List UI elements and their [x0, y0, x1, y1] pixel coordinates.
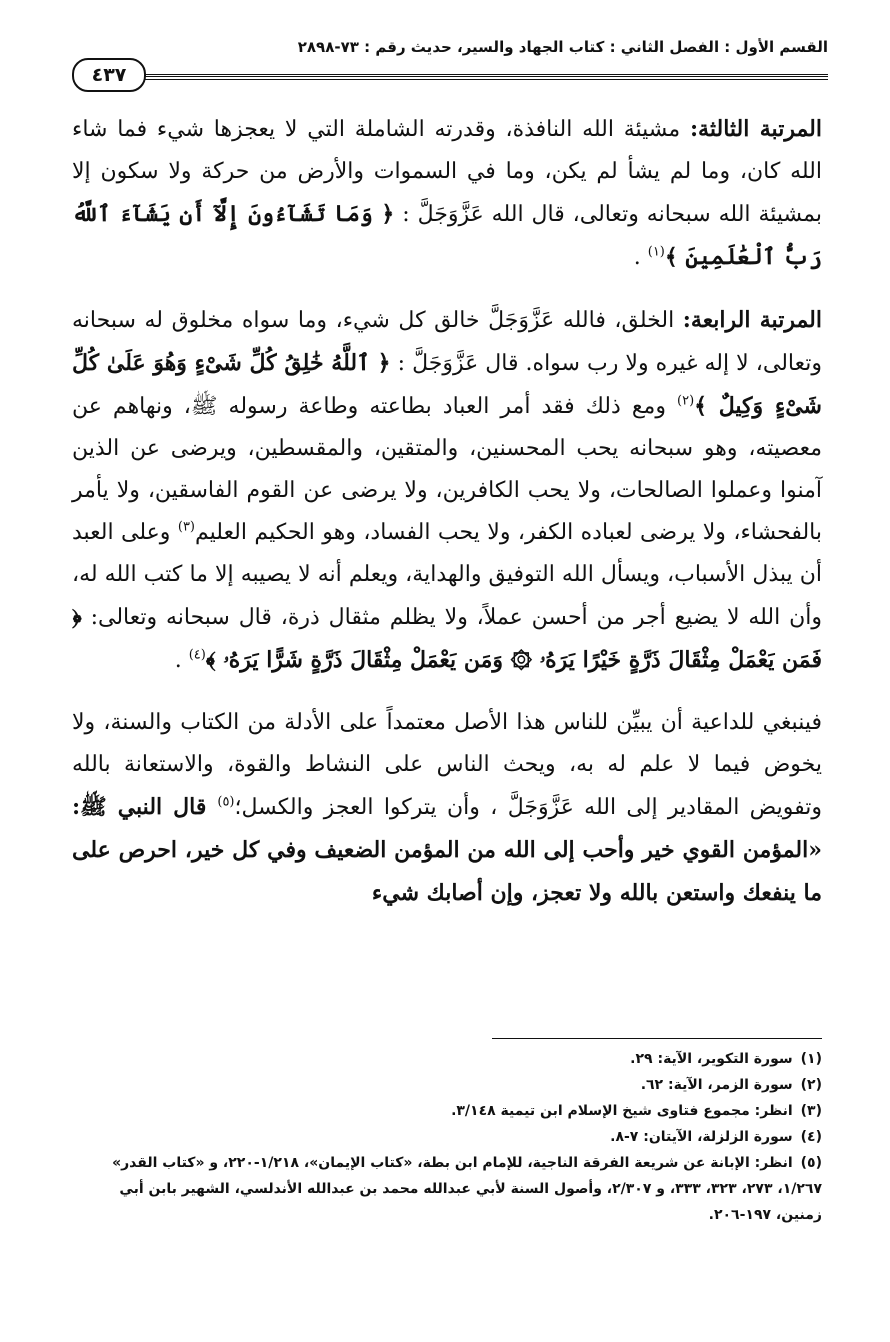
footnote-text: انظر: مجموع فتاوى شيخ الإسلام ابن تيمية ٣/١٤٨.	[451, 1103, 793, 1119]
footnote-text: سورة الزلزلة، الآيتان: ٧-٨.	[610, 1129, 793, 1145]
quran-verse: ﴿ وَمَا تَشَآءُونَ إِلَّآ أَن يَشَآءَ ٱللَّهُ رَبُّ ٱلْعَٰلَمِينَ ﴾	[72, 201, 822, 270]
quran-verse: ﴿ ٱللَّهُ خَٰلِقُ كُلِّ شَىْءٍ وَهُوَ عَلَىٰ كُلِّ شَىْءٍ وَكِيلٌ ﴾	[72, 350, 822, 419]
paragraph-third-level	[72, 108, 822, 279]
footnote-item	[72, 1072, 822, 1098]
paragraph-text: الخلق، فالله عَزَّوَجَلَّ خالق كل شيء، وما سواه مخلوق له سبحانه وتعالى، لا إله غيره ولا رب سواه. قال عَزَّوَجَلَّ :	[72, 308, 822, 376]
paragraph-lead: المرتبة الثالثة:	[689, 116, 822, 142]
paragraph-tail: ومع ذلك فقد أمر العباد بطاعته وطاعة رسوله ﷺ، ونهاهم عن معصيته، وهو سبحانه يحب المحسنين، والمتقين، والمقسطين، ويرضى عن الذين آمنوا وعملوا الصالحات، ولا يحب الكافرين، ولا يرضى عن القوم الفاسقين، ولا يأمر بالفحشاء، ولا يرضى لعباده الكفر، ولا يحب الفساد، وهو الحكيم العليم	[72, 394, 822, 545]
paragraph-lead: المرتبة الرابعة:	[682, 307, 822, 333]
page-number-badge: ٤٣٧	[72, 58, 146, 92]
paragraph-fourth-level	[72, 299, 822, 682]
footnote-text: انظر: الإبانة عن شريعة الفرقة الناجية، للإمام ابن بطة، «كتاب الإيمان»، ١/٢١٨-٢٢٠، و «كتاب القدر» ١/٢٦٧، ٢٧٣، ٣٢٣، ٣٣٣، و ٢/٣٠٧، وأصول السنة لأبي عبدالله محمد بن عبدالله الأندلسي، الشهير بابن أبي زمنين، ١٩٧-٢٠٦.	[112, 1155, 822, 1223]
footnote-item	[72, 1046, 822, 1072]
footnote-separator	[492, 1038, 822, 1039]
footnote-ref: (٤)	[188, 647, 206, 663]
hadith-text: «المؤمن القوي خير وأحب إلى الله من المؤمن الضعيف وفي كل خير، احرص على ما ينفعك واستعن بالله ولا تعجز، وإن أصابك شيء	[72, 837, 822, 906]
footnote-ref: (٥)	[217, 794, 235, 810]
paragraph-dawah	[72, 702, 822, 915]
hadith-intro: قال النبي ﷺ:	[72, 794, 218, 820]
footnote-number: (٥)	[800, 1155, 822, 1171]
paragraph-tail: وعلى العبد أن يبذل الأسباب، ويسأل الله التوفيق والهداية، ويعلم أنه لا يصيبه إلا ما كتب الله له، وأن الله لا يضيع أجر من أحسن عملاً، ولا يظلم مثقال ذرة، قال سبحانه وتعالى:	[72, 520, 822, 630]
footnote-text: سورة التكوير، الآية: ٢٩.	[630, 1051, 793, 1067]
footnote-text: سورة الزمر، الآية: ٦٢.	[640, 1077, 793, 1093]
footnote-item	[72, 1150, 822, 1228]
paragraph-text: مشيئة الله النافذة، وقدرته الشاملة التي لا يعجزها شيء فما شاء الله كان، وما لم يشأ لم يكن، وما في السموات والأرض من حركة ولا سكون إلا بمشيئة الله سبحانه وتعالى، قال الله عَزَّوَجَلَّ :	[72, 117, 822, 227]
header-rule	[130, 74, 828, 80]
paragraph-text: فينبغي للداعية أن يبيِّن للناس هذا الأصل معتمداً على الأدلة من الكتاب والسنة، ولا يخوض فيما لا علم له به، ويحث الناس على النشاط والقوة، والاستعانة بالله وتفويض المقادير إلى الله عَزَّوَجَلَّ ، وأن يتركوا العجز والكسل؛	[72, 710, 822, 820]
paragraph-tail: .	[174, 648, 189, 673]
footnote-ref: (٢)	[677, 393, 695, 409]
footnote-ref: (٣)	[177, 519, 195, 535]
footnote-number: (٢)	[800, 1077, 822, 1093]
footnote-number: (٤)	[800, 1129, 822, 1145]
quran-verse: ﴿ فَمَن يَعْمَلْ مِثْقَالَ ذَرَّةٍ خَيْرًا يَرَهُۥ ۞ وَمَن يَعْمَلْ مِثْقَالَ ذَرَّةٍ شَرًّا يَرَهُۥ ﴾	[72, 604, 822, 673]
paragraph-tail: .	[633, 245, 648, 270]
footnotes	[72, 1046, 822, 1228]
footnote-ref: (١)	[647, 244, 665, 260]
footnote-number: (١)	[800, 1051, 822, 1067]
footnote-number: (٣)	[800, 1103, 822, 1119]
footnote-item	[72, 1124, 822, 1150]
footnote-item	[72, 1098, 822, 1124]
running-header: القسم الأول : الفصل الثاني : كتاب الجهاد والسير، حديث رقم : ٧٣-٢٨٩٨	[297, 38, 828, 56]
body-text	[72, 108, 822, 935]
